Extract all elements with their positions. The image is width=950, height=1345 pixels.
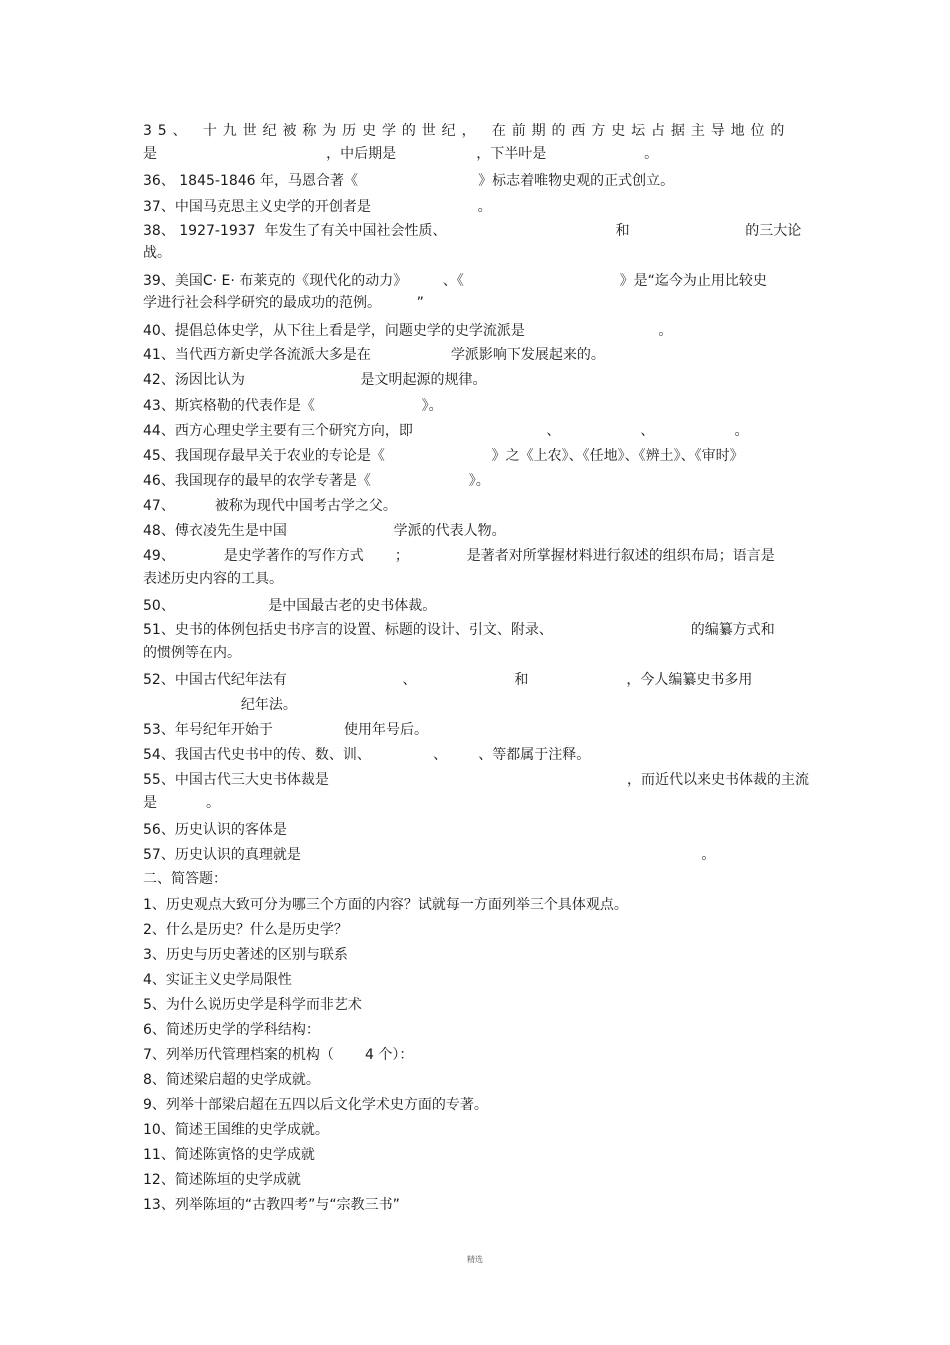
short-answer-5: 5、为什么说历史学是科学而非艺术	[143, 997, 362, 1013]
question-38-line-1: 38、 1927-1937 年发生了有关中国社会性质、 和 的三大论	[143, 223, 802, 239]
question-44: 44、西方心理史学主要有三个研究方向，即 、 、 。	[143, 423, 749, 439]
question-41: 41、当代西方新史学各流派大多是在 学派影响下发展起来的。	[143, 347, 605, 363]
question-51-line-1: 51、史书的体例包括史书序言的设置、标题的设计、引文、附录、 的编纂方式和	[143, 622, 775, 638]
question-39-line-2: 学进行社会科学研究的最成功的范例。 ”	[143, 295, 424, 311]
question-37: 37、中国马克思主义史学的开创者是 。	[143, 199, 492, 215]
question-54: 54、我国古代史书中的传、数、训、 、 、等都属于注释。	[143, 747, 591, 763]
question-42: 42、汤因比认为 是文明起源的规律。	[143, 372, 487, 388]
question-36: 36、 1845-1846 年，马恩合著《 》标志着唯物史观的正式创立。	[143, 173, 675, 189]
question-35-line-2: 是 ，中后期是 ，下半叶是 。	[143, 146, 659, 162]
question-53: 53、年号纪年开始于 使用年号后。	[143, 722, 429, 738]
section-heading-short-answer: 二、简答题：	[143, 871, 227, 887]
short-answer-10: 10、简述王国维的史学成就。	[143, 1122, 329, 1138]
short-answer-9: 9、列举十部梁启超在五四以后文化学术史方面的专著。	[143, 1097, 488, 1113]
short-answer-1: 1、历史观点大致可分为哪三个方面的内容？试就每一方面列举三个具体观点。	[143, 897, 628, 913]
page-footer: 精选	[467, 1255, 483, 1264]
question-51-line-2: 的惯例等在内。	[143, 645, 241, 661]
question-45: 45、我国现存最早关于农业的专论是《 》之《上农》、《任地》、《辨土》、《审时》	[143, 448, 744, 464]
short-answer-6: 6、简述历史学的学科结构：	[143, 1022, 320, 1038]
short-answer-8: 8、简述梁启超的史学成就。	[143, 1072, 320, 1088]
question-52-line-2: 纪年法。	[143, 697, 297, 713]
question-49-line-1: 49、 是史学著作的写作方式 ； 是著者对所掌握材料进行叙述的组织布局；语言是	[143, 548, 775, 564]
question-57: 57、历史认识的真理就是 。	[143, 847, 716, 863]
short-answer-12: 12、简述陈垣的史学成就	[143, 1172, 301, 1188]
short-answer-3: 3、历史与历史著述的区别与联系	[143, 947, 348, 963]
question-35-line-1: 35、 十九世纪被称为历史学的世纪， 在前期的西方史坛占据主导地位的	[143, 123, 791, 139]
question-38-line-2: 战。	[143, 245, 171, 261]
question-43: 43、斯宾格勒的代表作是《 》。	[143, 398, 443, 414]
short-answer-4: 4、实证主义史学局限性	[143, 972, 292, 988]
question-49-line-2: 表述历史内容的工具。	[143, 571, 283, 587]
question-39-line-1: 39、美国C· E· 布莱克的《现代化的动力》 、《 》是“迄今为止用比较史	[143, 273, 767, 289]
question-50: 50、 是中国最古老的史书体裁。	[143, 598, 437, 614]
question-52-line-1: 52、中国古代纪年法有 、 和 ，今人编纂史书多用	[143, 672, 753, 688]
question-46: 46、我国现存的最早的农学专著是《 》。	[143, 473, 490, 489]
short-answer-13: 13、列举陈垣的“古教四考”与“宗教三书”	[143, 1197, 400, 1213]
short-answer-7: 7、列举历代管理档案的机构（ 4 个）：	[143, 1047, 414, 1063]
question-48: 48、傅衣凌先生是中国 学派的代表人物。	[143, 523, 506, 539]
question-47: 47、 被称为现代中国考古学之父。	[143, 498, 397, 514]
question-56: 56、历史认识的客体是	[143, 822, 287, 838]
question-55-line-1: 55、中国古代三大史书体裁是 ，而近代以来史书体裁的主流	[143, 772, 809, 788]
short-answer-2: 2、什么是历史？什么是历史学？	[143, 922, 348, 938]
short-answer-11: 11、简述陈寅恪的史学成就	[143, 1147, 315, 1163]
question-40: 40、提倡总体史学，从下往上看是学，问题史学的史学流派是 。	[143, 323, 673, 339]
question-55-line-2: 是 。	[143, 795, 220, 811]
